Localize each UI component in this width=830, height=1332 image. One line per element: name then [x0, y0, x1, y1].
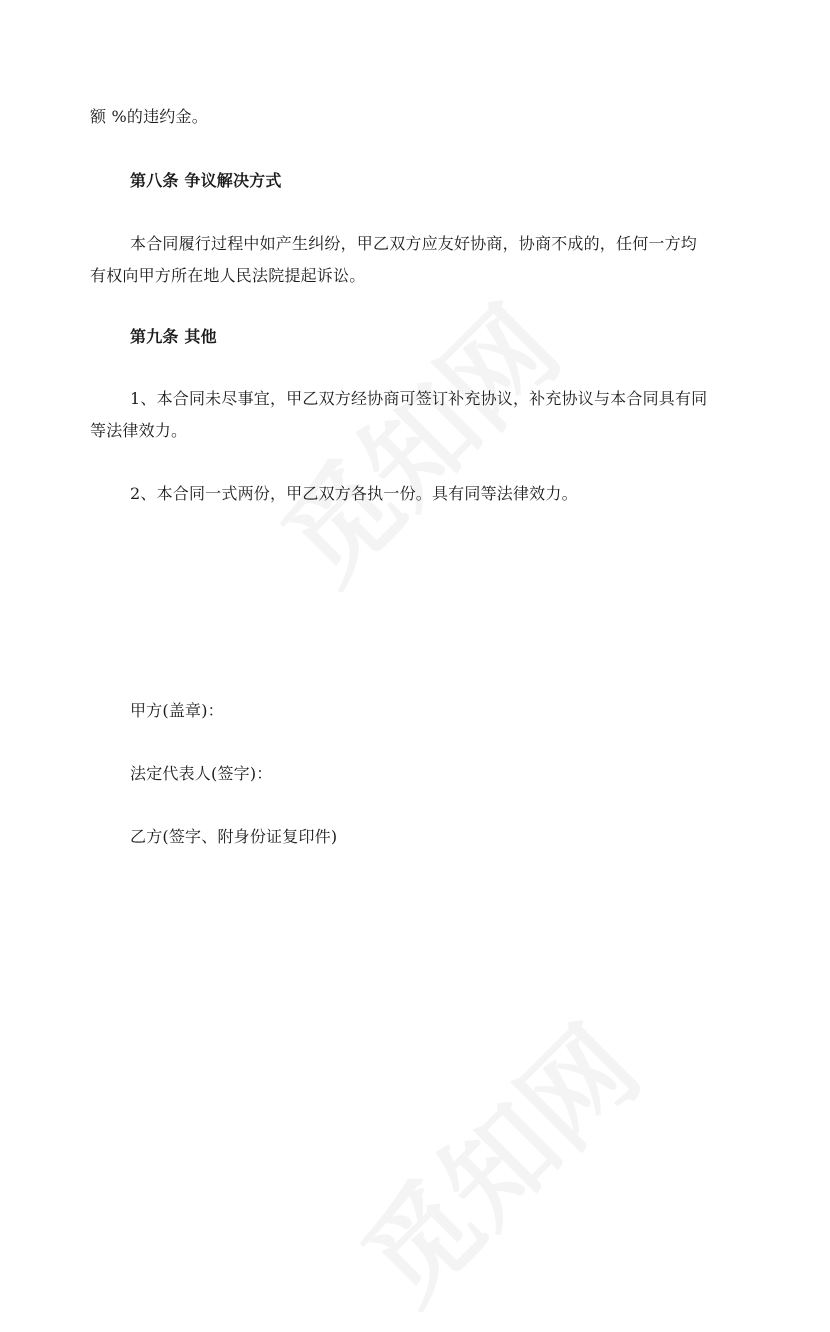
signature-party-a: 甲方(盖章)： [130, 701, 224, 720]
article-8-title: 第八条 争议解决方式 [130, 171, 282, 190]
article-9-item-1-line-1: 1、本合同未尽事宜，甲乙双方经协商可签订补充协议，补充协议与本合同具有同 [130, 389, 708, 408]
article-8-paragraph-line-2: 有权向甲方所在地人民法院提起诉讼。 [90, 266, 366, 285]
watermark-text-bottom [322, 986, 667, 1331]
signature-party-b: 乙方(签字、附身份证复印件) [130, 827, 338, 846]
penalty-clause-tail: 额 %的违约金。 [90, 107, 208, 126]
article-9-title: 第九条 其他 [130, 327, 217, 346]
watermark-text [242, 266, 587, 611]
article-9-item-1-line-2: 等法律效力。 [90, 421, 188, 440]
article-9-item-2: 2、本合同一式两份，甲乙双方各执一份。具有同等法律效力。 [130, 484, 578, 503]
article-8-paragraph-line-1: 本合同履行过程中如产生纠纷，甲乙双方应友好协商，协商不成的，任何一方均 [130, 234, 698, 253]
signature-legal-representative: 法定代表人(签字)： [130, 764, 273, 783]
